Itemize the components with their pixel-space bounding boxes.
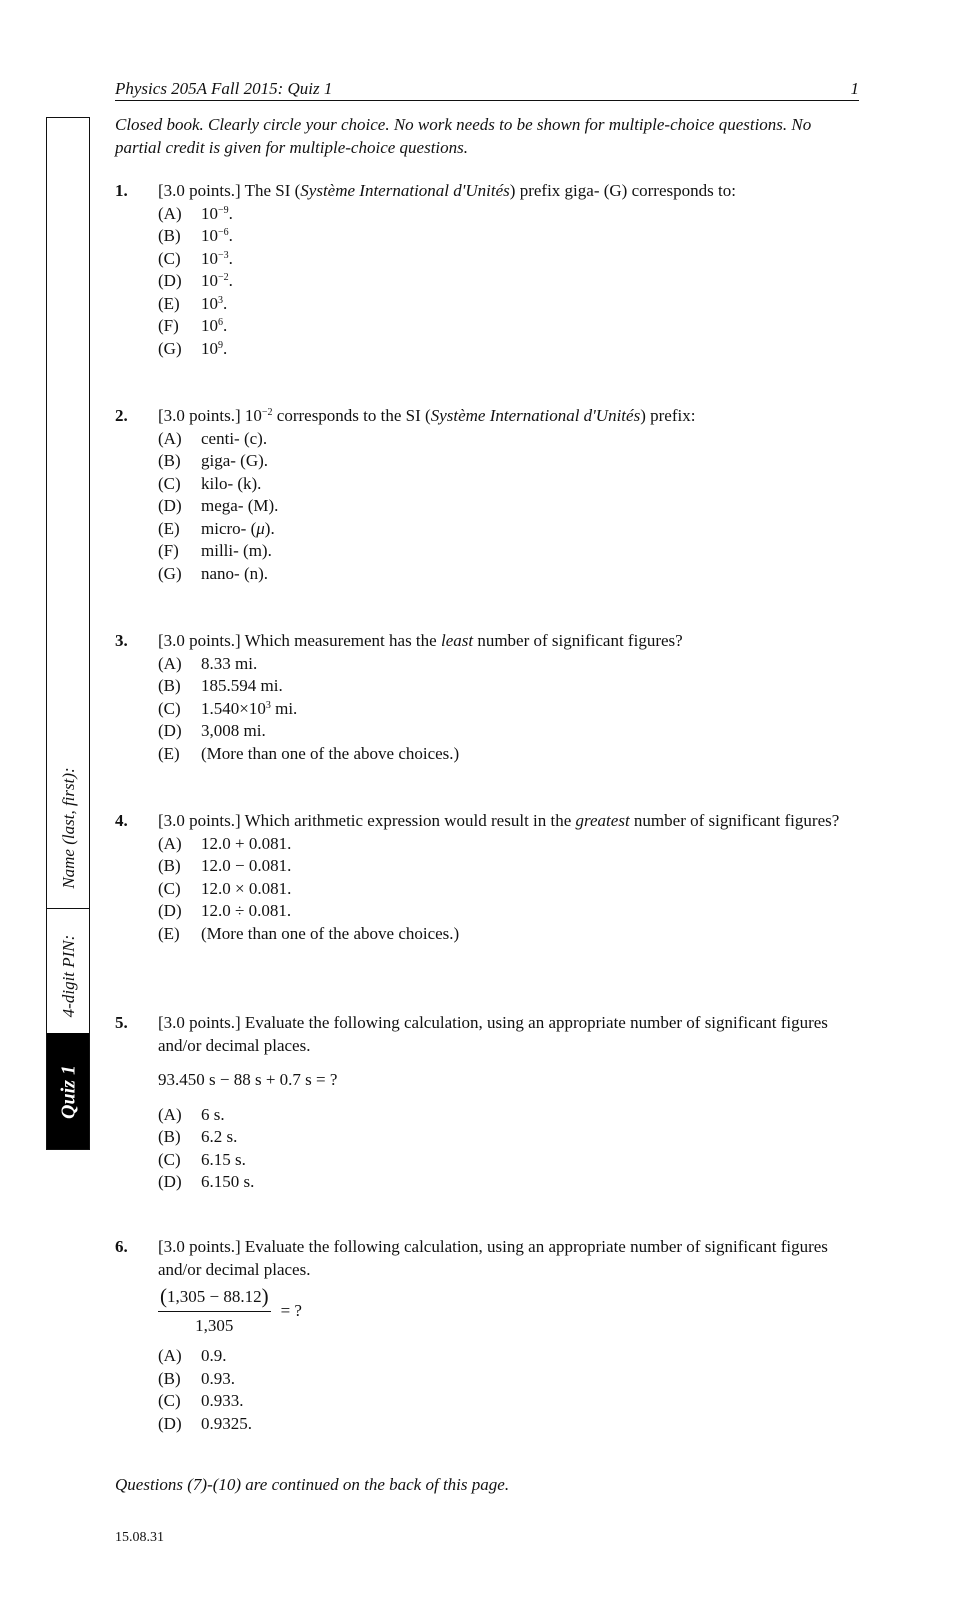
question-stem: [3.0 points.] Which measurement has the least number of significant figures? bbox=[158, 631, 683, 650]
option-e[interactable]: (E) (More than one of the above choices.) bbox=[158, 923, 460, 943]
question-number: 6. bbox=[115, 1237, 128, 1256]
option-c[interactable]: (C) 6.15 s. bbox=[158, 1149, 246, 1169]
option-e[interactable]: (E) (More than one of the above choices.) bbox=[158, 743, 460, 763]
fraction-denominator: 1,305 bbox=[195, 1315, 234, 1335]
sidebar-divider bbox=[47, 908, 89, 909]
question-stem: [3.0 points.] $10^{-2}$ corresponds to the SI (Système International d'Unités) prefix: bbox=[158, 406, 696, 425]
page-number: 1 bbox=[850, 79, 859, 98]
question-number: 3. bbox=[115, 631, 128, 650]
option-a[interactable]: (A) 0.9. bbox=[158, 1346, 227, 1365]
option-c[interactable]: (C) 12.0 × 0.081. bbox=[158, 878, 292, 898]
option-a[interactable]: (A) 12.0 + 0.081. bbox=[158, 833, 292, 853]
name-pin-sidebar bbox=[46, 117, 90, 1150]
name-label: Name (last, first): bbox=[59, 767, 78, 889]
option-c[interactable]: (C) 0.933. bbox=[158, 1391, 244, 1410]
question-stem: [3.0 points.] Which arithmetic expression would result in the greatest number of significant figures? bbox=[158, 811, 840, 830]
option-b[interactable]: (B) 6.2 s. bbox=[158, 1127, 238, 1146]
option-d[interactable]: (D) 3,008 mi. bbox=[158, 721, 266, 740]
quiz-title: Physics 205A Fall 2015: Quiz 1 bbox=[115, 79, 333, 98]
question-1 bbox=[115, 180, 855, 360]
question-4 bbox=[115, 810, 855, 945]
option-a[interactable]: (A) 6 s. bbox=[158, 1104, 225, 1124]
quiz-label: Quiz 1 bbox=[57, 1065, 80, 1119]
option-a[interactable]: (A) $10^{-9}$. bbox=[158, 203, 233, 223]
question-stem: [3.0 points.] Evaluate the following calculation, using an appropriate number of significant figures and/or decimal places. bbox=[158, 1013, 828, 1055]
option-c[interactable]: (C) $10^{-3}$. bbox=[158, 248, 233, 268]
option-e[interactable]: (E) $10^3$. bbox=[158, 293, 228, 313]
option-b[interactable]: (B) giga- (G). bbox=[158, 451, 269, 470]
question-2 bbox=[115, 405, 855, 585]
question-number: 2. bbox=[115, 406, 128, 425]
option-b[interactable]: (B) $10^{-6}$. bbox=[158, 226, 233, 245]
option-b[interactable]: (B) 185.594 mi. bbox=[158, 676, 283, 695]
question-stem: [3.0 points.] Evaluate the following calculation, using an appropriate number of significant figures and/or decimal places. bbox=[158, 1237, 828, 1279]
option-f[interactable]: (F) $10^6$. bbox=[158, 316, 228, 335]
option-a[interactable]: (A) 8.33 mi. bbox=[158, 653, 258, 673]
option-c[interactable]: (C) kilo- (k). bbox=[158, 473, 262, 493]
option-g[interactable]: (G) $10^9$. bbox=[158, 338, 228, 358]
option-d[interactable]: (D) $10^{-2}$. bbox=[158, 271, 233, 290]
option-c[interactable]: (C) $1.540\times 10^3$ mi. bbox=[158, 698, 298, 718]
option-d[interactable]: (D) 0.9325. bbox=[158, 1413, 252, 1433]
question-5 bbox=[115, 1012, 855, 1194]
option-g[interactable]: (G) nano- (n). bbox=[158, 563, 269, 583]
calculation: 93.450 s − 88 s + 0.7 s = ? bbox=[158, 1070, 338, 1089]
question-number: 5. bbox=[115, 1013, 128, 1032]
question-number: 4. bbox=[115, 811, 128, 830]
question-3 bbox=[115, 630, 855, 765]
equals-question: = ? bbox=[280, 1300, 302, 1320]
pin-label: 4-digit PIN: bbox=[59, 934, 78, 1018]
question-number: 1. bbox=[115, 181, 128, 200]
fraction-expression bbox=[158, 1285, 302, 1337]
option-b[interactable]: (B) 12.0 − 0.081. bbox=[158, 856, 292, 875]
question-stem: [3.0 points.] The SI (Système International d'Unités) prefix giga- (G) corresponds to: bbox=[158, 181, 736, 200]
option-d[interactable]: (D) 12.0 ÷ 0.081. bbox=[158, 901, 292, 920]
fraction-numerator: (1,305 − 88.12) bbox=[158, 1285, 271, 1312]
option-d[interactable]: (D) mega- (M). bbox=[158, 496, 279, 515]
option-a[interactable]: (A) centi- (c). bbox=[158, 428, 268, 448]
page-header bbox=[115, 80, 859, 101]
option-f[interactable]: (F) milli- (m). bbox=[158, 541, 272, 560]
date-code: 15.08.31 bbox=[115, 1530, 164, 1545]
option-d[interactable]: (D) 6.150 s. bbox=[158, 1172, 255, 1191]
continuation-note: Questions (7)-(10) are continued on the back of this page. bbox=[115, 1475, 510, 1494]
option-e[interactable]: (E) micro- (μ). bbox=[158, 518, 275, 538]
instructions: Closed book. Clearly circle your choice. No work needs to be shown for multiple-choice questions. No partial credit is given for multiple-choice questions. bbox=[115, 115, 812, 157]
question-6 bbox=[115, 1236, 855, 1435]
option-b[interactable]: (B) 0.93. bbox=[158, 1368, 235, 1388]
